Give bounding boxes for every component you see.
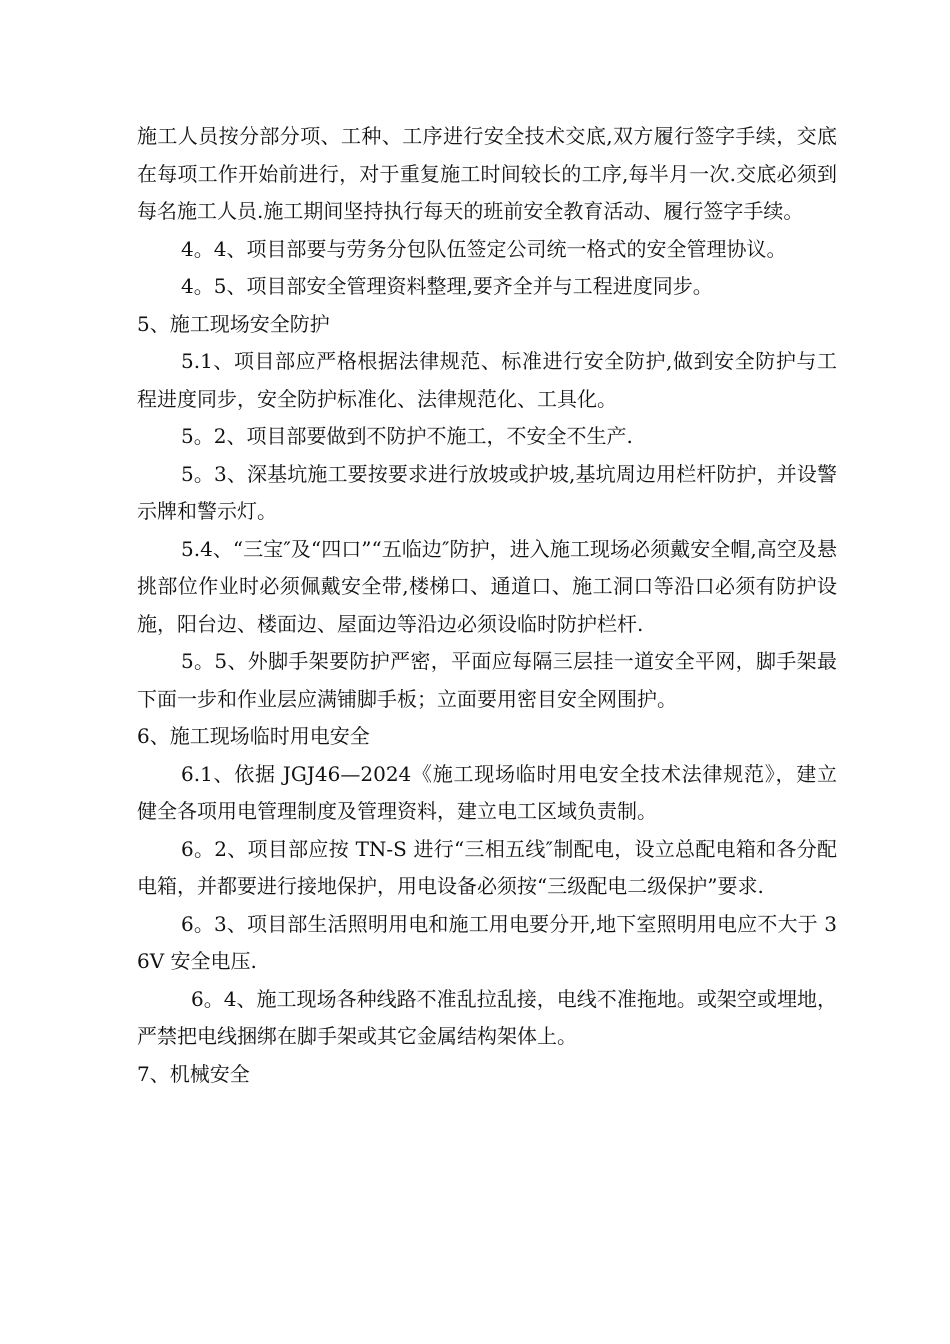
document-body	[137, 118, 837, 1093]
paragraph-briefing: 施工人员按分部分项、工种、工序进行安全技术交底,双方履行签字手续，交底在每项工作开始前进行，对于重复施工时间较长的工序,每半月一次.交底必须到每名施工人员.施工期间坚持执行每天的班前安全教育活动、履行签字手续。	[137, 124, 837, 223]
item-4-5: 4。5、项目部安全管理资料整理,要齐全并与工程进度同步。	[181, 274, 713, 298]
item-6-1: 6.1、依据 JGJ46—2024《施工现场临时用电安全技术法律规范》，建立健全各项用电管理制度及管理资料，建立电工区域负责制。	[137, 761, 837, 823]
section-heading-6: 6、施工现场临时用电安全	[137, 724, 370, 748]
section-heading-7: 7、机械安全	[137, 1061, 250, 1086]
item-5-4: 5.4、“三宝″及“四口”“五临边″防护，进入施工现场必须戴安全帽,高空及悬挑部位作业时必须佩戴安全带,楼梯口、通道口、施工洞口等沿口必须有防护设施，阳台边、楼面边、屋面边等沿边必须设临时防护栏杆.	[137, 536, 837, 636]
item-5-2: 5。2、项目部要做到不防护不施工，不安全不生产.	[181, 424, 633, 448]
item-6-3: 6。3、项目部生活照明用电和施工用电要分开,地下室照明用电应不大于 36V 安全电压.	[137, 911, 837, 973]
item-4-4: 4。4、项目部要与劳务分包队伍签定公司统一格式的安全管理协议。	[181, 236, 787, 261]
item-5-3: 5。3、深基坑施工要按要求进行放坡或护坡,基坑周边用栏杆防护，并设警示牌和警示灯。	[137, 461, 837, 523]
item-6-4: 6。4、施工现场各种线路不准乱拉乱接，电线不准拖地。或架空或埋地，严禁把电线捆绑在脚手架或其它金属结构架体上。	[137, 986, 837, 1048]
section-heading-5: 5、施工现场安全防护	[137, 311, 330, 336]
item-5-1: 5.1、项目部应严格根据法律规范、标准进行安全防护,做到安全防护与工程进度同步，安全防护标准化、法律规范化、工具化。	[137, 349, 837, 411]
item-6-2: 6。2、项目部应按 TN-S 进行“三相五线″制配电，设立总配电箱和各分配电箱，并都要进行接地保护，用电设备必须按“三级配电二级保护”要求.	[137, 836, 837, 898]
item-5-5: 5。5、外脚手架要防护严密，平面应每隔三层挂一道安全平网，脚手架最下面一步和作业层应满铺脚手板；立面要用密目安全网围护。	[137, 649, 837, 711]
